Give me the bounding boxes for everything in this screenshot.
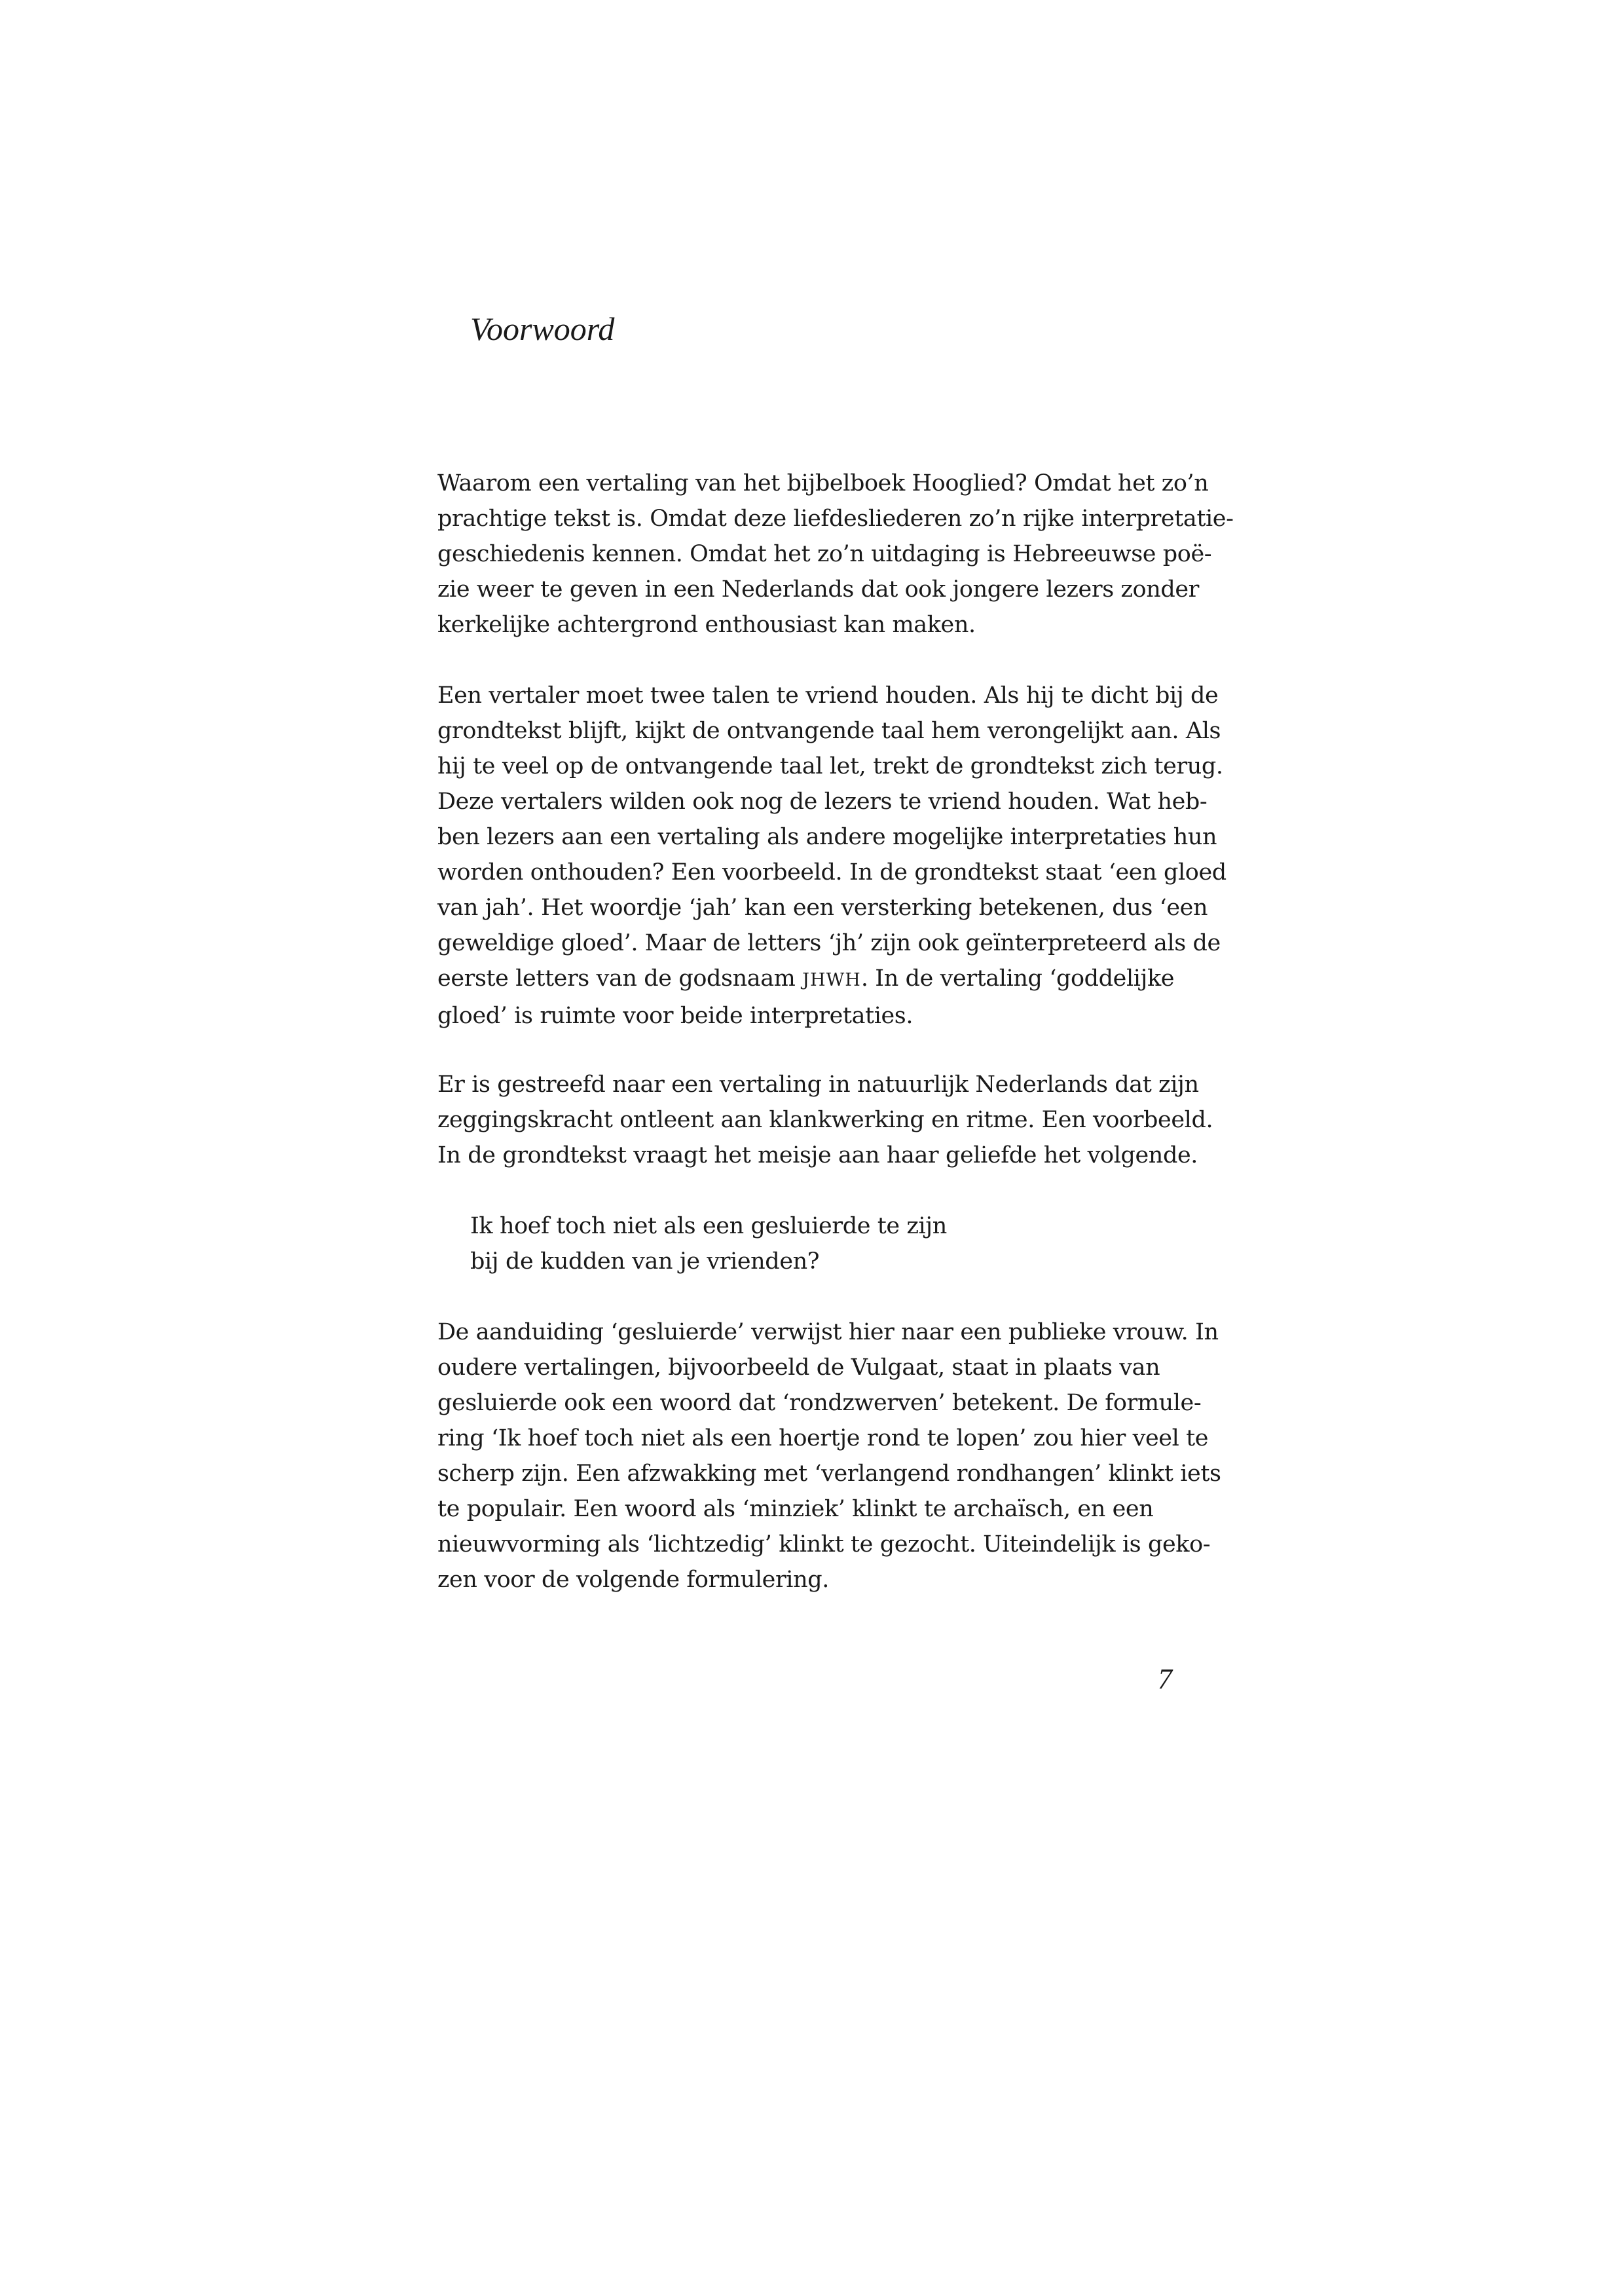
text-line: Er is gestreefd naar een vertaling in natuurlijk Nederlands dat zijn: [437, 1072, 1199, 1098]
text-line: Deze vertalers wilden ook nog de lezers te vriend houden. Wat heb-: [437, 789, 1208, 815]
text-line: zie weer te geven in een Nederlands dat ook jongere lezers zonder: [437, 576, 1199, 603]
text-line: gloed’ is ruimte voor beide interpretaties.: [437, 1003, 913, 1029]
text-line: te populair. Een woord als ‘minziek’ klinkt te archaïsch, en een: [437, 1496, 1154, 1522]
text-line: ring ‘Ik hoef toch niet als een hoertje rond te lopen’ zou hier veel te: [437, 1425, 1209, 1451]
text-segment: eerste letters van de godsnaam: [437, 965, 803, 992]
text-line: ben lezers aan een vertaling als andere mogelijke interpretaties hun: [437, 824, 1217, 850]
verse-line: bij de kudden van je vrienden?: [470, 1248, 820, 1275]
godsnaam-small-caps: JHWH: [802, 970, 861, 990]
text-line: Waarom een vertaling van het bijbelboek Hooglied? Omdat het zo’n: [437, 470, 1209, 496]
text-line: Een vertaler moet twee talen te vriend houden. Als hij te dicht bij de: [437, 682, 1219, 709]
verse-line: Ik hoef toch niet als een gesluierde te zijn: [470, 1213, 947, 1239]
text-line: geschiedenis kennen. Omdat het zo’n uitdaging is Hebreeuwse poë-: [437, 541, 1212, 567]
text-line: In de grondtekst vraagt het meisje aan haar geliefde het volgende.: [437, 1142, 1198, 1168]
text-line: De aanduiding ‘gesluierde’ verwijst hier naar een publieke vrouw. In: [437, 1319, 1219, 1345]
text-segment: . In de vertaling ‘goddelijke: [860, 965, 1175, 992]
paragraph-intro: [437, 466, 1234, 643]
text-line: grondtekst blijft, kijkt de ontvangende taal hem verongelijkt aan. Als: [437, 718, 1221, 744]
paragraph-natural-dutch: [437, 1067, 1213, 1173]
quoted-verse: [470, 1208, 1190, 1279]
text-line: zeggingskracht ontleent aan klankwerking en ritme. Een voorbeeld.: [437, 1107, 1213, 1133]
paragraph-translator: [437, 678, 1227, 1034]
text-line: hij te veel op de ontvangende taal let, trekt de grondtekst zich terug.: [437, 753, 1223, 779]
text-line: van jah’. Het woordje ‘jah’ kan een versterking betekenen, dus ‘een: [437, 895, 1208, 921]
page-number: 7: [1158, 1663, 1172, 1695]
text-line: gesluierde ook een woord dat ‘rondzwerven’ betekent. De formule-: [437, 1390, 1202, 1416]
text-line: scherp zijn. Een afzwakking met ‘verlangend rondhangen’ klinkt iets: [437, 1461, 1221, 1487]
text-line: worden onthouden? Een voorbeeld. In de grondtekst staat ‘een gloed: [437, 859, 1227, 886]
text-line: prachtige tekst is. Omdat deze liefdesliederen zo’n rijke interpretatie-: [437, 506, 1234, 532]
text-line: nieuwvorming als ‘lichtzedig’ klinkt te gezocht. Uiteindelijk is geko-: [437, 1531, 1211, 1558]
text-line: oudere vertalingen, bijvoorbeeld de Vulgaat, staat in plaats van: [437, 1354, 1160, 1381]
text-line: [437, 961, 1200, 998]
page-title: Voorwoord: [470, 310, 615, 347]
paragraph-gesluierde: [437, 1315, 1221, 1597]
text-line: kerkelijke achtergrond enthousiast kan maken.: [437, 612, 976, 638]
text-line: geweldige gloed’. Maar de letters ‘jh’ zijn ook geïnterpreteerd als de: [437, 930, 1221, 956]
text-line: zen voor de volgende formulering.: [437, 1567, 829, 1593]
